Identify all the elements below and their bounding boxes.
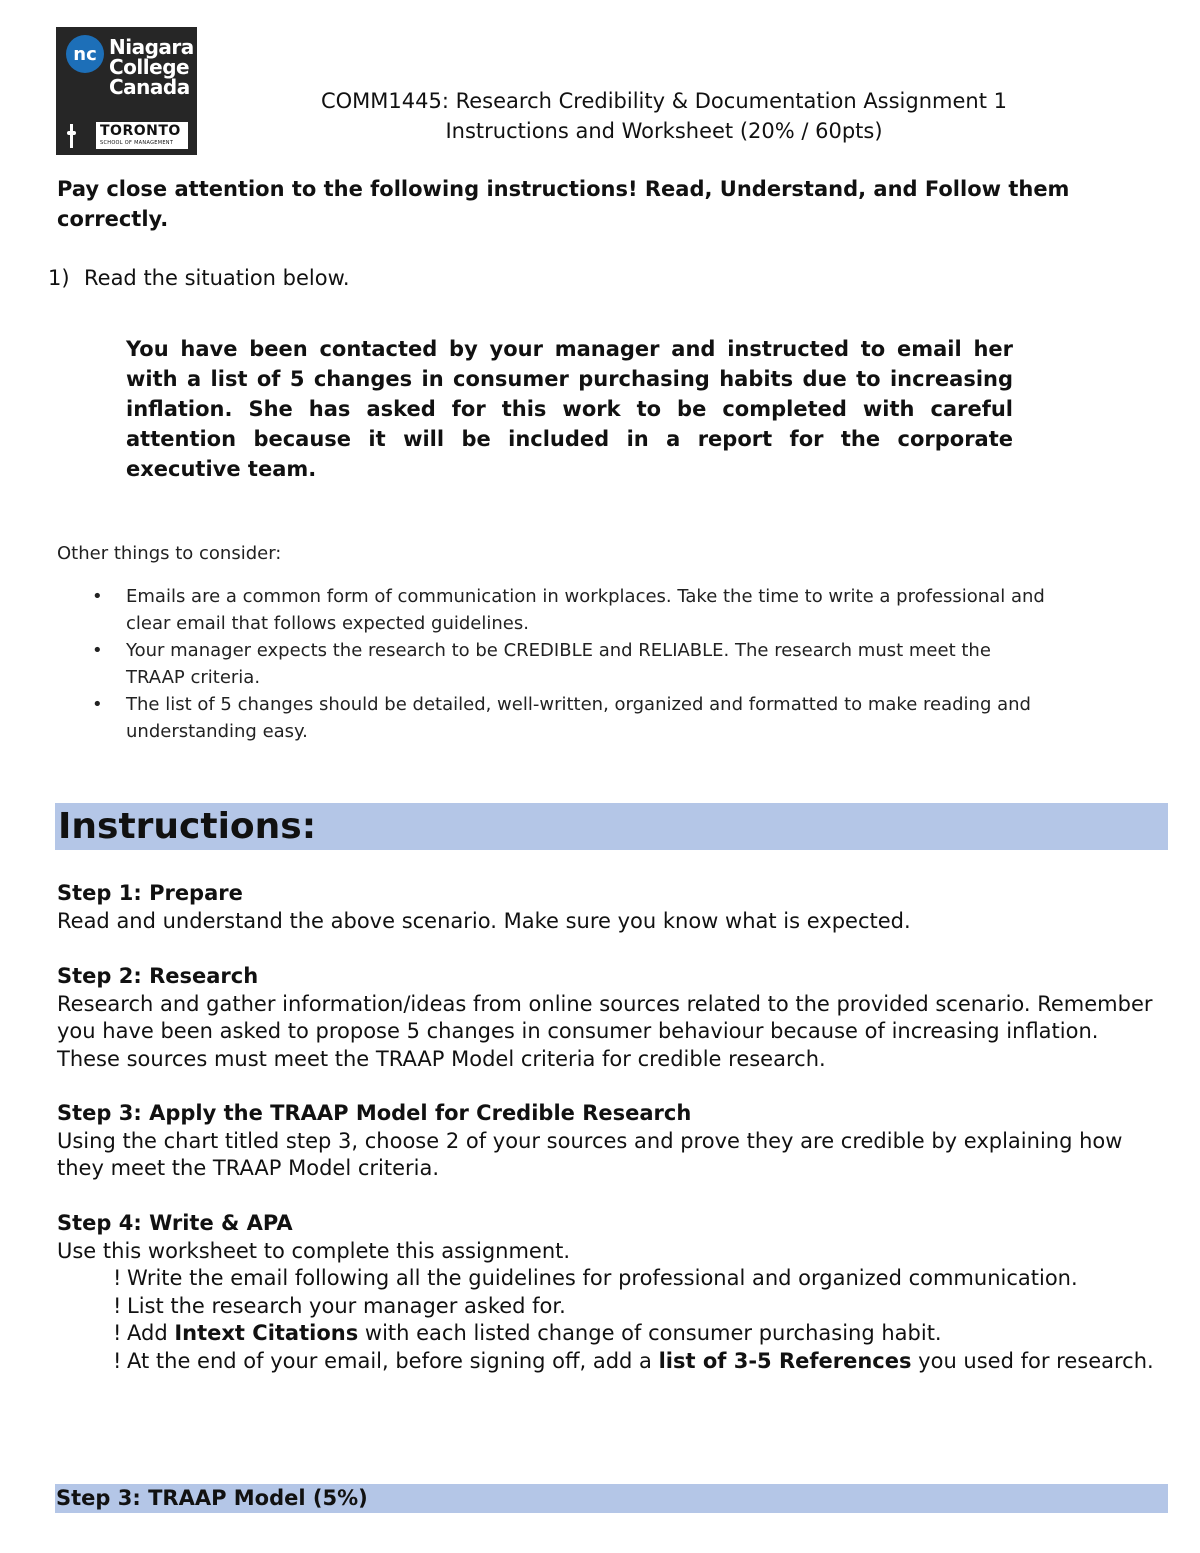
college-logo xyxy=(56,27,197,155)
cn-tower-icon xyxy=(70,124,73,148)
bullet-icon: • xyxy=(92,586,103,607)
instructions-heading-bar xyxy=(55,803,1168,850)
step-2 xyxy=(57,963,1167,1073)
logo-campus-box xyxy=(96,122,188,149)
step-heading: Step 1: Prepare xyxy=(57,881,243,905)
step-body: Using the chart titled step 3, choose 2 of your sources and prove they are credible by explaining how they meet the TRAAP Model criteria. xyxy=(57,1128,1123,1180)
nc-badge: nc xyxy=(66,35,104,73)
step-4-list xyxy=(57,1265,1167,1375)
list-item: • Your manager expects the research to be CREDIBLE and RELIABLE. The research must meet the TRAAP criteria. xyxy=(88,637,1048,691)
exclamation-icon: ! xyxy=(113,1293,122,1318)
scenario-text: You have been contacted by your manager and instructed to email her with a list of 5 changes in consumer purchasing habits due to increasing inflation. She has asked for this work to be completed with careful attention because it will be included in a report for the corporate executive team. xyxy=(126,337,1013,481)
item-number: 1) xyxy=(48,266,70,290)
list-item: ! List the research your manager asked for. xyxy=(57,1293,1167,1321)
emphasis: Intext Citations xyxy=(174,1321,359,1345)
numbered-item-1 xyxy=(48,263,350,293)
bullet-icon: • xyxy=(92,640,103,661)
exclamation-icon: ! xyxy=(113,1321,122,1345)
step-body: Research and gather information/ideas from online sources related to the provided scenario. Remember you have been asked to propose 5 changes in consumer behaviour because of increasing inflation. These sources must meet the TRAAP Model criteria for credible research. xyxy=(57,991,1153,1071)
document-title xyxy=(200,86,1128,146)
step-heading: Step 2: Research xyxy=(57,964,259,988)
consider-list xyxy=(88,583,1048,745)
step-body: Use this worksheet to complete this assignment. xyxy=(57,1238,571,1263)
logo-school: SCHOOL OF MANAGEMENT xyxy=(100,140,174,146)
exclamation-icon: ! xyxy=(113,1266,122,1290)
logo-college-name: Niagara College Canada xyxy=(109,35,194,99)
consider-title: Other things to consider: xyxy=(57,543,282,564)
title-line-2: Instructions and Worksheet (20% / 60pts) xyxy=(445,119,883,143)
list-item: ! At the end of your email, before signing off, add a list of 3-5 References you used for research. xyxy=(57,1348,1167,1376)
step-heading: Step 3: Apply the TRAAP Model for Credible Research xyxy=(57,1101,692,1125)
list-item: • The list of 5 changes should be detailed, well-written, organized and formatted to make reading and understanding easy. xyxy=(88,691,1048,745)
step-3 xyxy=(57,1100,1167,1183)
cn-tower-pod xyxy=(67,131,76,135)
list-item: ! Add Intext Citations with each listed change of consumer purchasing habit. xyxy=(57,1320,1167,1348)
title-line-1: COMM1445: Research Credibility & Documentation Assignment 1 xyxy=(320,89,1007,113)
item-text: Read the situation below. xyxy=(84,266,350,290)
step-1 xyxy=(57,880,1167,935)
list-item: ! Write the email following all the guidelines for professional and organized communication. xyxy=(57,1265,1167,1293)
bullet-icon: • xyxy=(92,694,103,715)
exclamation-icon: ! xyxy=(113,1348,122,1373)
list-item: • Emails are a common form of communication in workplaces. Take the time to write a professional and clear email that follows expected guidelines. xyxy=(88,583,1048,637)
step-heading: Step 4: Write & APA xyxy=(57,1211,293,1235)
logo-campus: TORONTO xyxy=(100,123,181,139)
lead-instruction: Pay close attention to the following instructions! Read, Understand, and Follow them correctly. xyxy=(57,177,1070,231)
emphasis: list of 3-5 References xyxy=(658,1348,912,1373)
instructions-heading: Instructions: xyxy=(58,806,317,847)
step-body: Read and understand the above scenario. Make sure you know what is expected. xyxy=(57,908,911,933)
step-4 xyxy=(57,1210,1167,1375)
traap-heading-bar xyxy=(55,1484,1168,1513)
traap-heading: Step 3: TRAAP Model (5%) xyxy=(56,1486,368,1510)
